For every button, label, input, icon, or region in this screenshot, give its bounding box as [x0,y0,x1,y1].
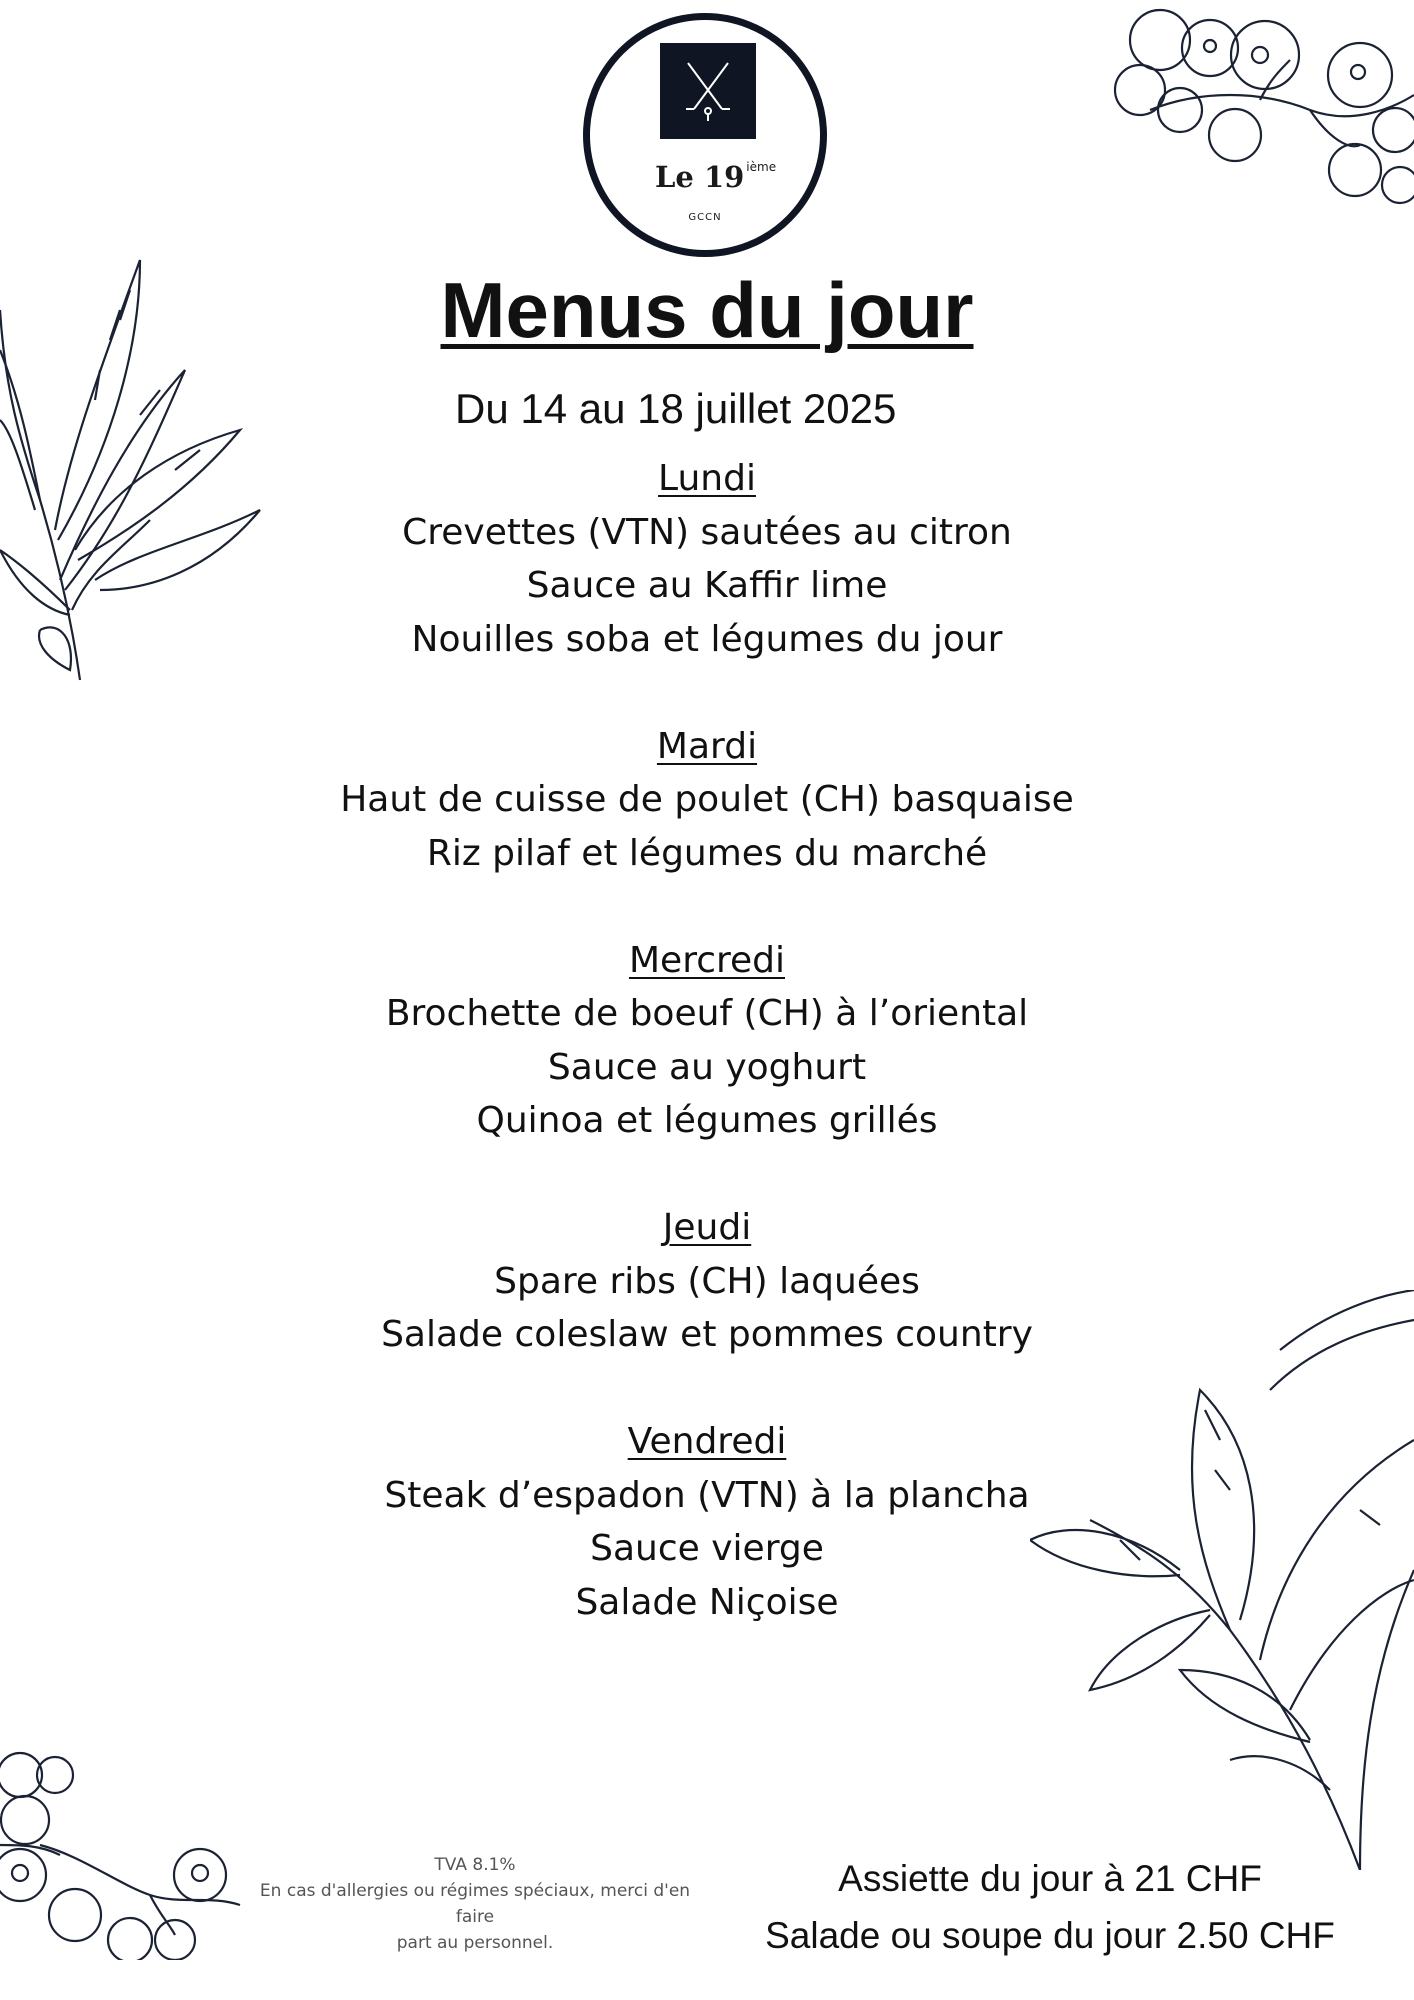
dish-line: Steak d’espadon (VTN) à la plancha [384,1474,1030,1516]
day-name: Vendredi [627,1421,787,1462]
dish-line: Haut de cuisse de poulet (CH) basquaise [340,779,1074,820]
day-name: Mardi [656,725,758,767]
dish-line: Nouilles soba et légumes du jour [411,618,1003,660]
dish-line: Sauce au Kaffir lime [526,565,888,606]
logo-name: Le 19 $^{ième}$ [655,160,777,194]
day-tuesday [0,720,1414,881]
vat-note: TVA 8.1% [434,1855,516,1875]
day-name: Lundi [658,458,756,499]
allergy-note-continued: part au personnel. [396,1933,554,1953]
day-friday [0,1415,1414,1629]
price-info [700,1850,1400,1964]
allergy-note: En cas d'allergies ou régimes spéciaux, merci d'en faire [259,1881,691,1927]
footer-note [240,1852,710,1956]
dish-line: Riz pilaf et légumes du marché [426,832,988,874]
blueberry-branch-bottom-left-illustration [0,1745,260,1960]
dish-line: Quinoa et légumes grillés [476,1100,938,1141]
dish-line: Salade coleslaw et pommes country [381,1314,1033,1355]
dish-line: Salade Niçoise [575,1581,839,1623]
dish-line: Sauce vierge [590,1528,824,1569]
dish-line: Sauce au yoghurt [547,1046,867,1088]
day-wednesday [0,934,1414,1148]
weekly-menu [0,452,1414,1683]
side-price: Salade ou soupe du jour 2.50 CHF [765,1915,1335,1956]
day-name: Mercredi [628,939,786,981]
day-thursday [0,1201,1414,1362]
logo-subtitle: GCCN [688,212,722,223]
dish-line: Brochette de boeuf (CH) à l’oriental [385,993,1029,1034]
day-name: Jeudi [662,1207,752,1248]
dish-line: Spare ribs (CH) laquées [494,1260,920,1302]
golf-clubs-logo-icon [660,43,756,139]
date-range: Du 14 au 18 juillet 2025 [455,385,897,432]
dish-line: Crevettes (VTN) sautées au citron [402,511,1012,553]
page-title: Menus du jour [440,266,974,354]
day-monday [0,452,1414,666]
plate-price: Assiette du jour à 21 CHF [838,1858,1262,1899]
blueberry-branch-top-right-illustration [1110,0,1414,215]
